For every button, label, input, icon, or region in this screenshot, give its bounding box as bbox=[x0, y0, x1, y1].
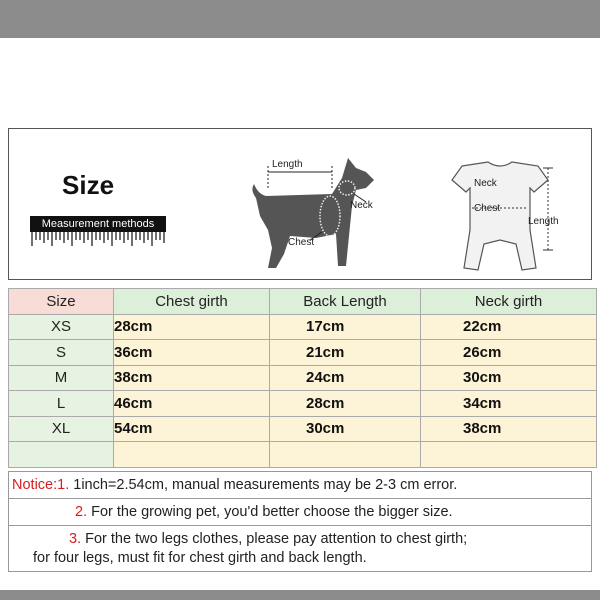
dog-chest-label: Chest bbox=[288, 237, 315, 248]
neck-cell: 34cm bbox=[421, 391, 597, 417]
empty-cell bbox=[421, 442, 597, 468]
notice-marker: 3. bbox=[69, 531, 82, 547]
shirt-chest-label: Chest bbox=[474, 203, 501, 214]
notice-marker: Notice:1. bbox=[12, 477, 70, 493]
notice-line-3 bbox=[8, 526, 592, 572]
table-row bbox=[9, 340, 597, 366]
notice-text: For the growing pet, you'd better choose the bigger size. bbox=[91, 504, 453, 520]
chest-cell: 36cm bbox=[114, 340, 270, 366]
shirt-neck-label: Neck bbox=[474, 178, 497, 189]
chest-cell: 46cm bbox=[114, 391, 270, 417]
dog-silhouette-icon bbox=[252, 158, 374, 268]
chest-cell: 54cm bbox=[114, 416, 270, 442]
empty-cell bbox=[114, 442, 270, 468]
header-chest-girth: Chest girth bbox=[114, 289, 270, 315]
empty-cell bbox=[9, 442, 114, 468]
ruler-icon bbox=[30, 232, 166, 248]
size-cell: M bbox=[9, 365, 114, 391]
size-cell: XS bbox=[9, 314, 114, 340]
notice-section bbox=[8, 471, 592, 572]
dog-measurement-diagram bbox=[246, 150, 386, 278]
neck-cell: 30cm bbox=[421, 365, 597, 391]
notice-text-continued: for four legs, must fit for chest girth and back length. bbox=[33, 550, 367, 566]
size-cell: L bbox=[9, 391, 114, 417]
size-chart-table bbox=[8, 288, 597, 468]
neck-cell: 38cm bbox=[421, 416, 597, 442]
notice-marker: 2. bbox=[75, 504, 88, 520]
table-row bbox=[9, 314, 597, 340]
table-row bbox=[9, 416, 597, 442]
table-row bbox=[9, 365, 597, 391]
back-cell: 17cm bbox=[270, 314, 421, 340]
back-cell: 30cm bbox=[270, 416, 421, 442]
table-header-row bbox=[9, 289, 597, 315]
empty-cell bbox=[270, 442, 421, 468]
neck-cell: 26cm bbox=[421, 340, 597, 366]
top-gray-band bbox=[0, 0, 600, 38]
table-row bbox=[9, 391, 597, 417]
shirt-measurement-diagram bbox=[430, 160, 570, 275]
notice-text: 1inch=2.54cm, manual measurements may be 2-3 cm error. bbox=[73, 477, 458, 493]
size-cell: XL bbox=[9, 416, 114, 442]
size-cell: S bbox=[9, 340, 114, 366]
header-neck-girth: Neck girth bbox=[421, 289, 597, 315]
dog-length-label: Length bbox=[272, 159, 303, 170]
back-cell: 24cm bbox=[270, 365, 421, 391]
table-row-empty bbox=[9, 442, 597, 468]
notice-text: For the two legs clothes, please pay attention to chest girth; bbox=[85, 531, 468, 547]
size-heading: Size bbox=[62, 170, 115, 200]
back-cell: 28cm bbox=[270, 391, 421, 417]
chest-cell: 28cm bbox=[114, 314, 270, 340]
bottom-gray-band bbox=[0, 590, 600, 600]
notice-line-1 bbox=[8, 471, 592, 499]
notice-line-2 bbox=[8, 499, 592, 526]
dog-neck-label: Neck bbox=[350, 200, 373, 211]
back-cell: 21cm bbox=[270, 340, 421, 366]
header-size: Size bbox=[9, 289, 114, 315]
neck-cell: 22cm bbox=[421, 314, 597, 340]
chest-cell: 38cm bbox=[114, 365, 270, 391]
header-back-length: Back Length bbox=[270, 289, 421, 315]
shirt-length-label: Length bbox=[528, 216, 559, 227]
measurement-methods-label: Measurement methods bbox=[30, 216, 166, 232]
